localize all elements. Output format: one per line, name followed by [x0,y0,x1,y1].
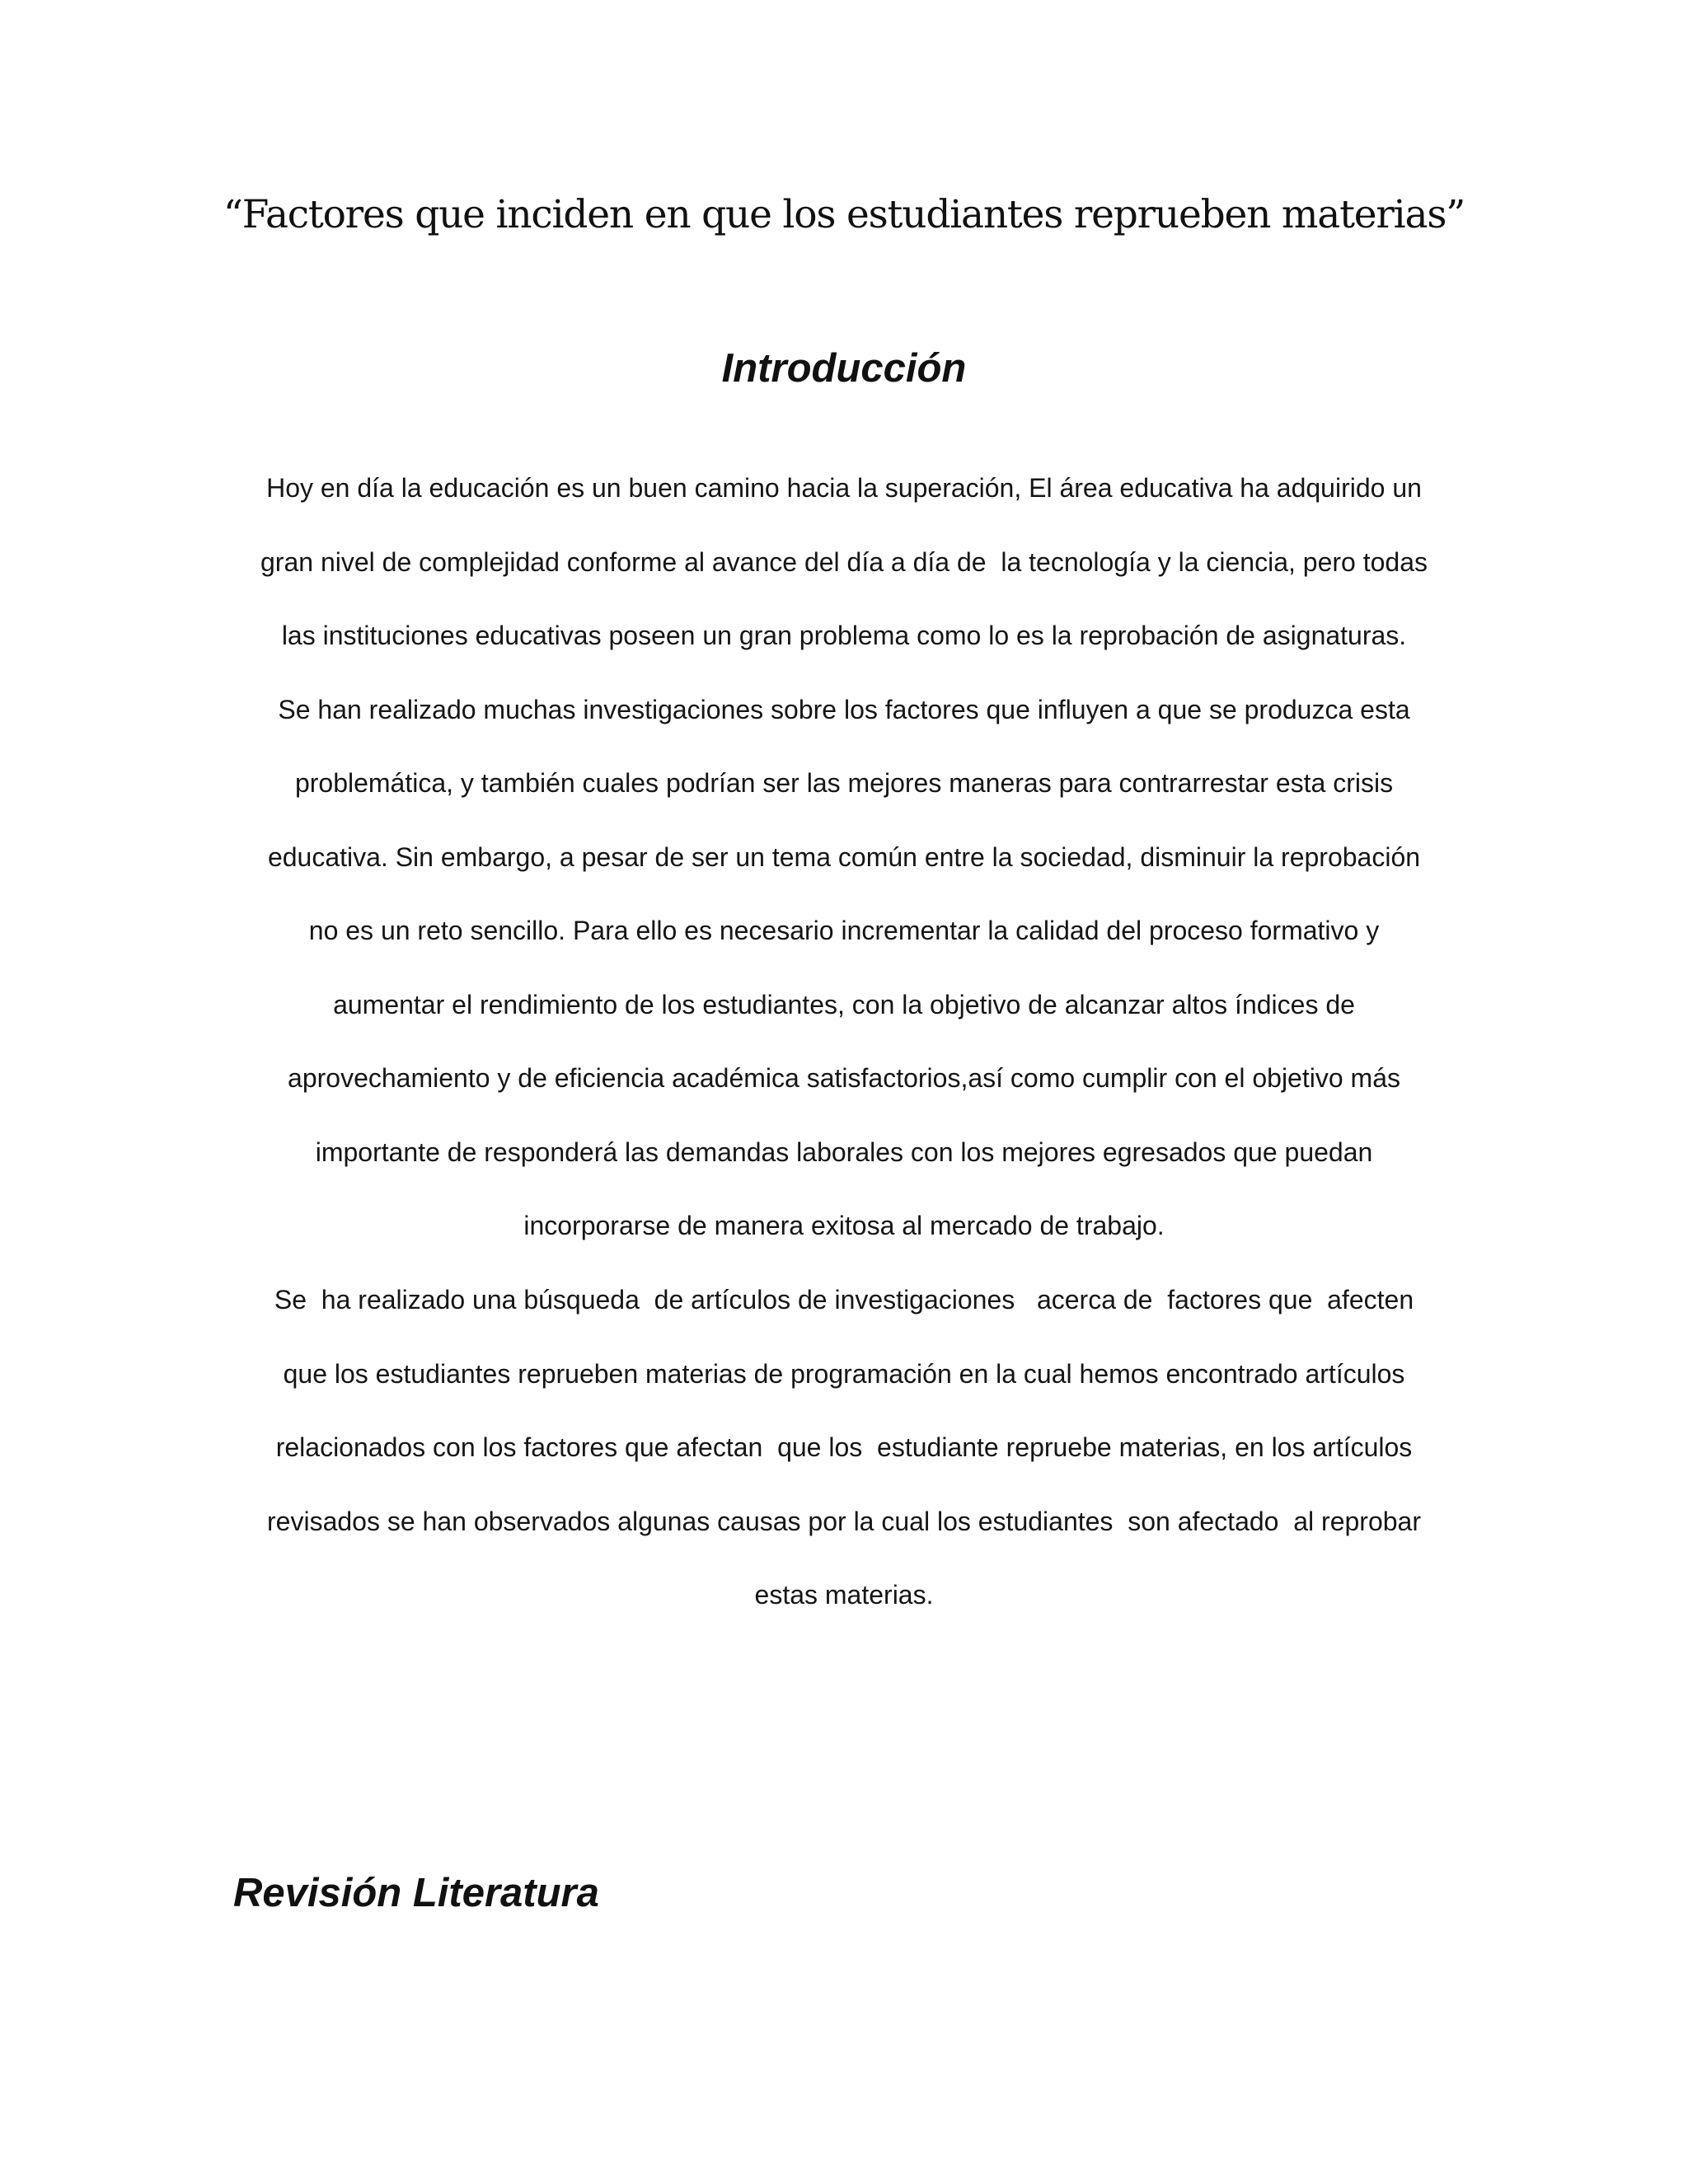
introduction-paragraph-2 [223,1263,1465,1633]
paragraph-line: aumentar el rendimiento de los estudiantes, con la objetivo de alcanzar altos índices de [333,989,1355,1019]
paragraph-line: educativa. Sin embargo, a pesar de ser un tema común entre la sociedad, disminuir la reprobación [267,841,1421,872]
paragraph-line: las instituciones educativas poseen un gran problema como lo es la reprobación de asignaturas. [281,621,1407,650]
paragraph-line: revisados se han observados algunas causas por la cual los estudiantes son afectado al reprobar [267,1506,1421,1536]
paragraph-line: Hoy en día la educación es un buen camino hacia la superación, El área educativa ha adquirido un [266,473,1422,503]
paragraph-line: problemática, y también cuales podrían ser las mejores maneras para contrarrestar esta crisis [294,768,1394,798]
paragraph-line: Se ha realizado una búsqueda de artículos de investigaciones acerca de factores que afecten [274,1285,1414,1315]
document-title: “Factores que inciden en que los estudiantes reprueben materias” [223,192,1465,237]
literature-review-heading: Revisión Literatura [233,1871,599,1915]
paragraph-line: aprovechamiento y de eficiencia académica satisfactorios,así como cumplir con el objetivo más [288,1063,1400,1093]
paragraph-line: incorporarse de manera exitosa al mercado de trabajo. [523,1211,1165,1240]
paragraph-line: Se han realizado muchas investigaciones sobre los factores que influyen a que se produzca esta [278,694,1410,724]
paragraph-line: no es un reto sencillo. Para ello es necesario incrementar la calidad del proceso formativo y [308,916,1380,945]
paragraph-line: importante de responderá las demandas laborales con los mejores egresados que puedan [315,1137,1373,1167]
paragraph-line: estas materias. [754,1580,934,1610]
introduction-heading: Introducción [721,346,967,391]
paragraph-line: que los estudiantes reprueben materias de programación en la cual hemos encontrado artículos [283,1358,1405,1389]
paragraph-line: gran nivel de complejidad conforme al avance del día a día de la tecnología y la ciencia, pero todas [260,546,1428,577]
introduction-paragraph-1 [223,452,1465,1263]
paragraph-line: relacionados con los factores que afectan que los estudiante repruebe materias, en los artículos [275,1432,1413,1462]
